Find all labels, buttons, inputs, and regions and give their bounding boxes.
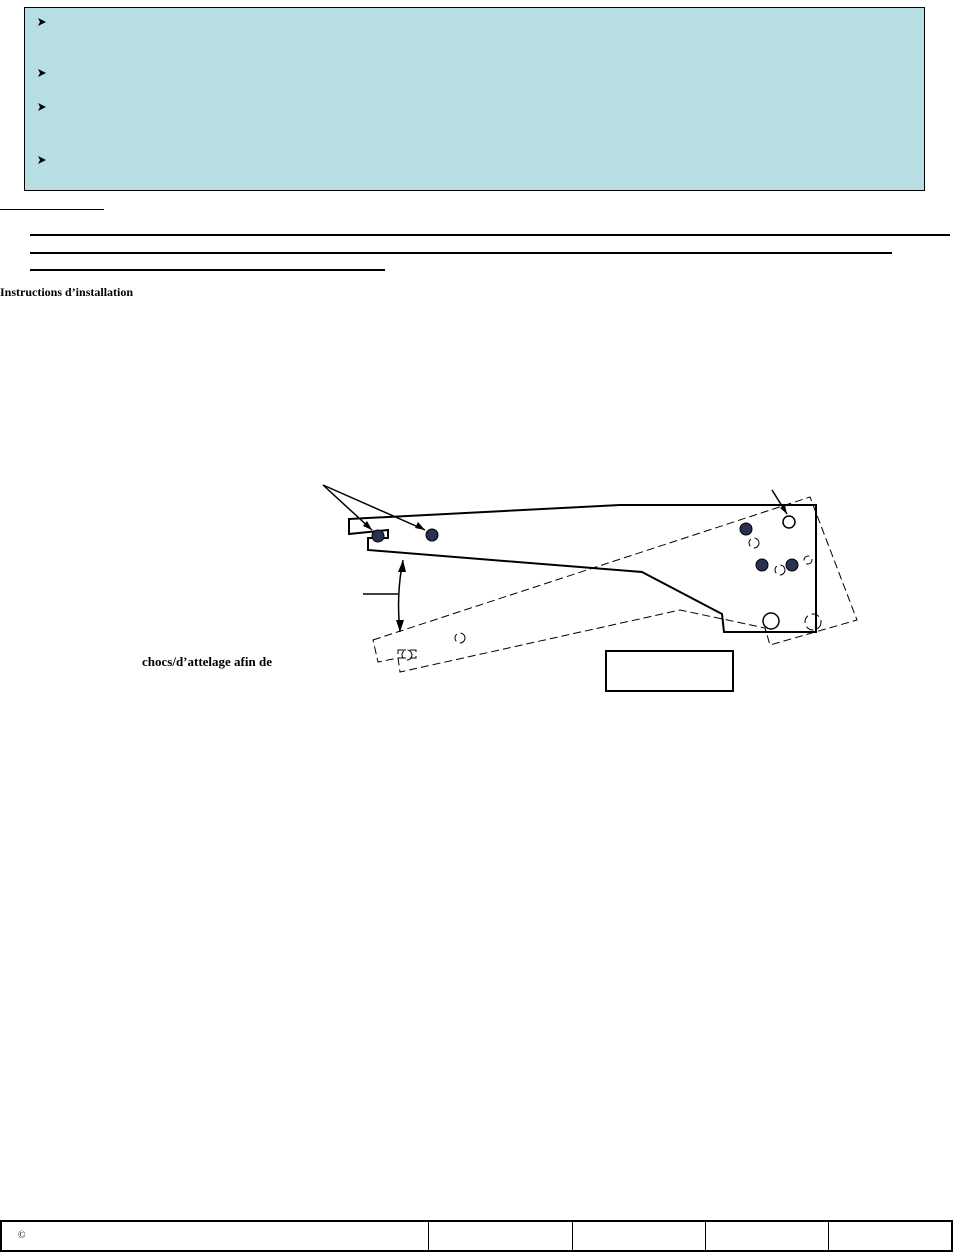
footer-cell-5 (829, 1222, 951, 1250)
footer-copyright-cell (2, 1222, 429, 1250)
arrow-bullet-icon (37, 17, 47, 27)
text-rule-1 (30, 234, 950, 236)
footer-cell-3 (573, 1222, 706, 1250)
arrow-bullet-icon (37, 68, 47, 78)
bolt-holes-filled (372, 523, 798, 571)
open-holes (763, 516, 795, 629)
arrow-bullet-icon (37, 102, 47, 112)
info-box (24, 7, 925, 191)
footer-cell-2 (429, 1222, 573, 1250)
footer-table (0, 1220, 953, 1252)
short-rule (0, 209, 104, 210)
diagram-caption: chocs/d’attelage afin de (142, 654, 272, 669)
bracket-diagram (300, 470, 880, 710)
arrow-bullet-icon (37, 155, 47, 165)
text-rule-3 (30, 269, 385, 271)
copyright-symbol: © (18, 1230, 26, 1241)
leader-lines (323, 485, 787, 594)
footer-cell-4 (706, 1222, 829, 1250)
text-rule-2 (30, 252, 892, 254)
label-box (606, 651, 733, 691)
section-heading: Instructions d’installation (0, 285, 134, 299)
